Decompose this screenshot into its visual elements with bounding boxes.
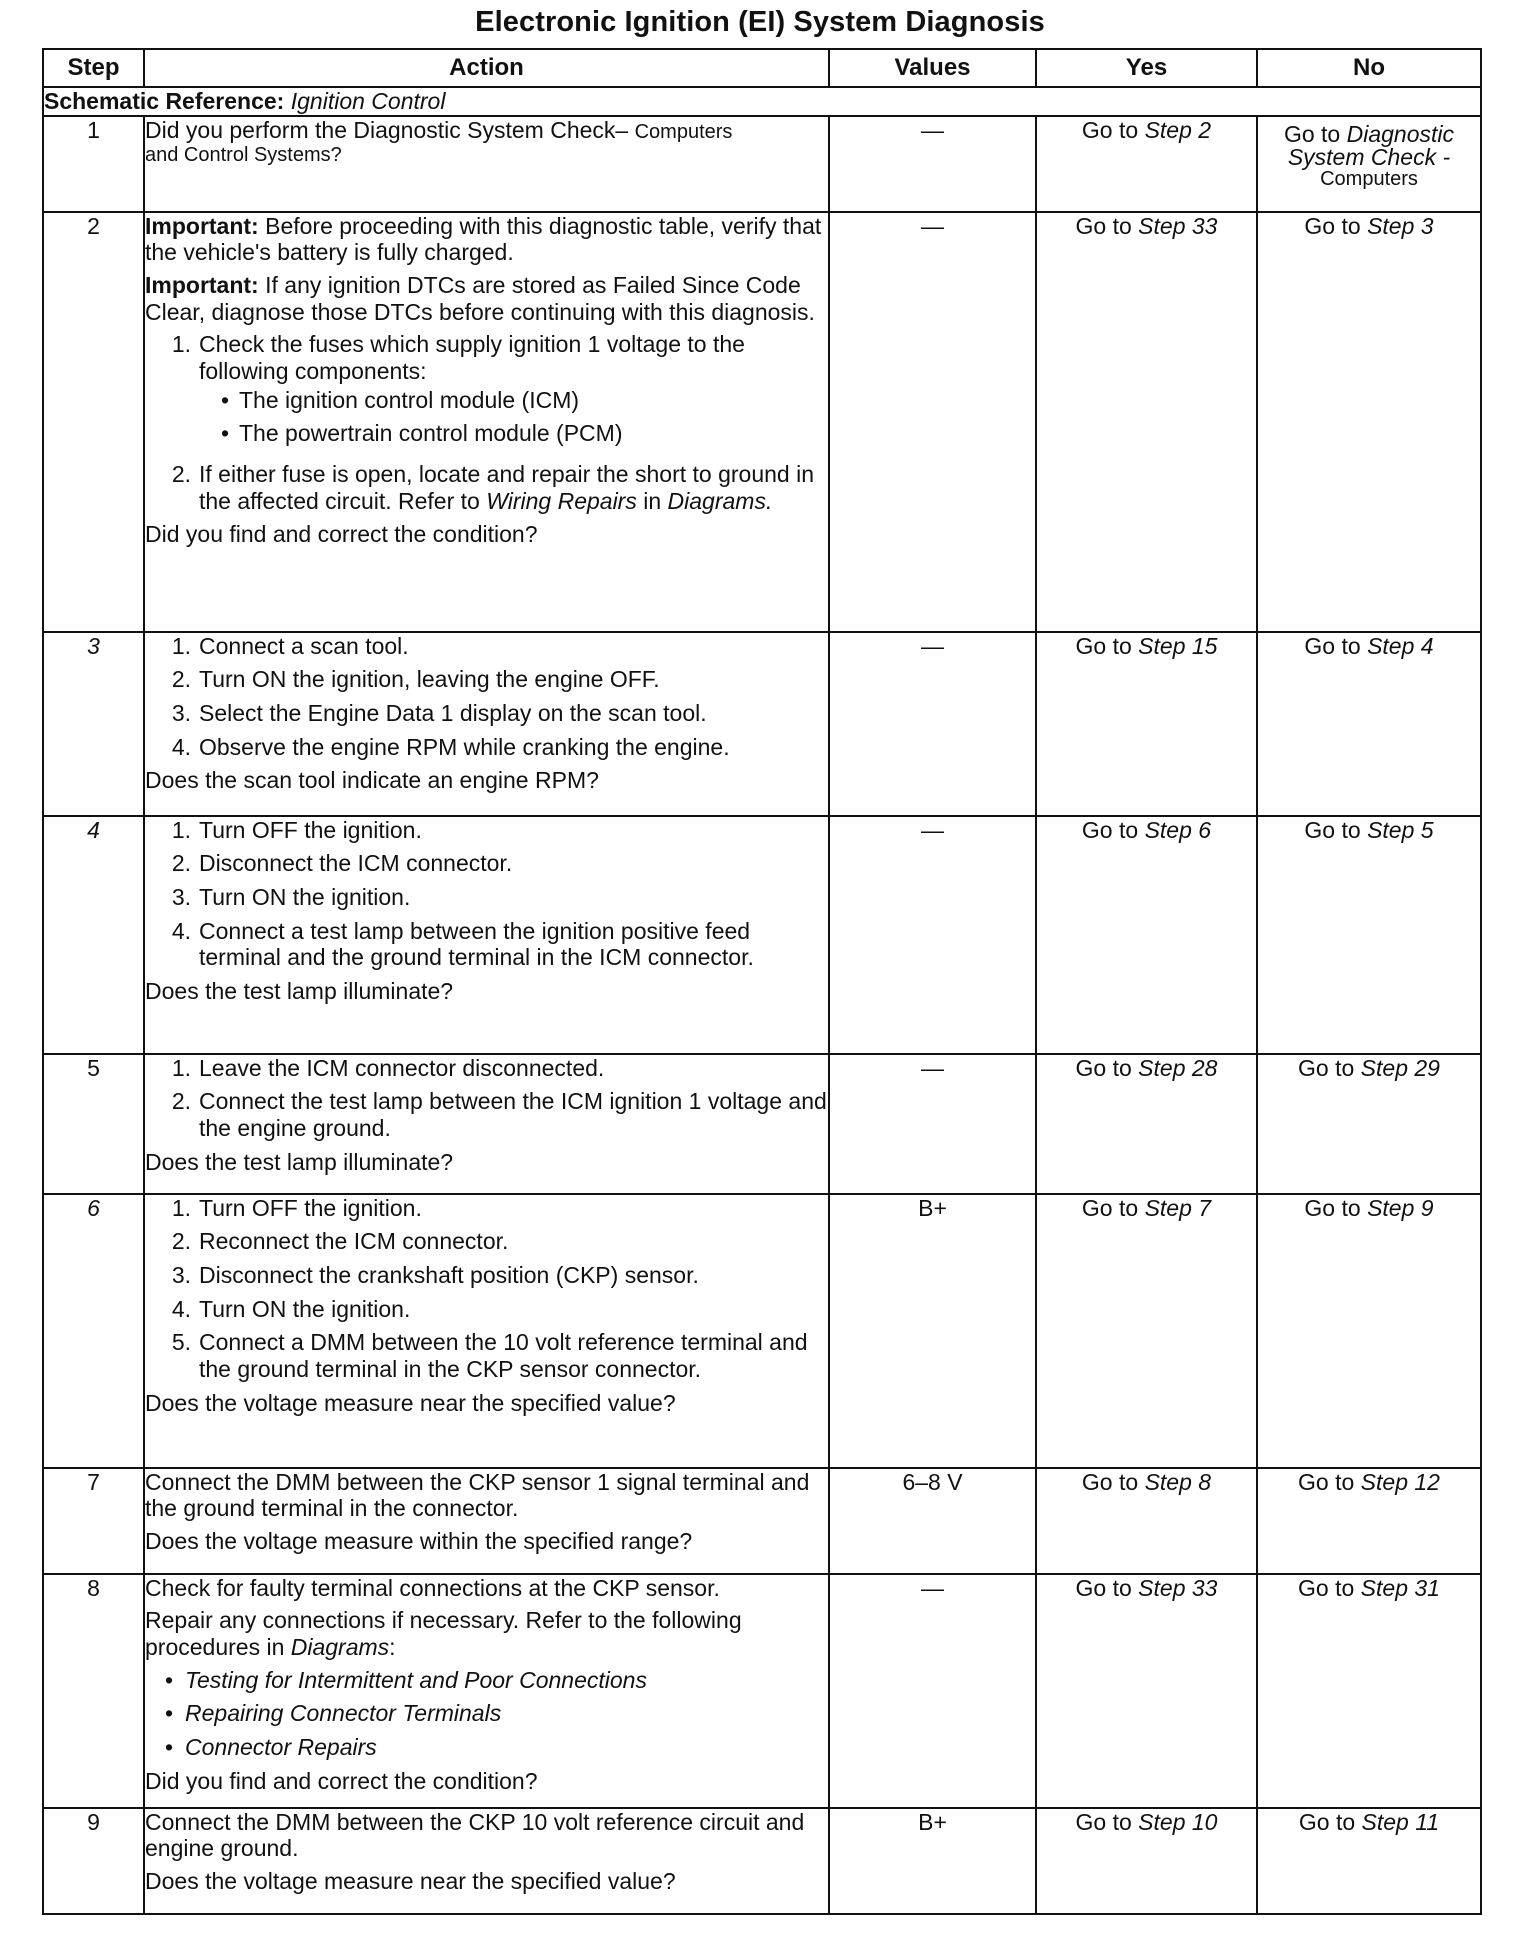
- yes-cell: [1036, 116, 1257, 212]
- list-number: 1.: [171, 1054, 191, 1081]
- goto-step-link[interactable]: Step 12: [1360, 1468, 1440, 1495]
- procedure-list: [145, 633, 828, 761]
- value-cell: —: [829, 1574, 1036, 1808]
- goto-prefix: Go to: [1304, 816, 1368, 843]
- goto-step-link[interactable]: Step 33: [1138, 212, 1218, 239]
- table-row: [43, 1574, 1481, 1808]
- list-item: [145, 817, 828, 844]
- value-cell: B+: [829, 1808, 1036, 1914]
- list-item: [145, 734, 828, 761]
- list-item: [145, 850, 828, 877]
- goto-step-link[interactable]: Step 7: [1144, 1194, 1212, 1221]
- list-item: [145, 1329, 828, 1382]
- goto-prefix: Go to: [1304, 1194, 1368, 1221]
- bullet-item: • Connector Repairs: [185, 1734, 828, 1761]
- goto-step-link[interactable]: Step 9: [1367, 1194, 1434, 1221]
- value-cell: —: [829, 1054, 1036, 1194]
- goto-prefix: Go to: [1075, 212, 1139, 239]
- schematic-label: Schematic Reference:: [44, 88, 285, 114]
- list-text: Turn ON the ignition, leaving the engine OFF.: [199, 666, 660, 693]
- goto-step-link[interactable]: Step 6: [1144, 816, 1212, 843]
- goto-step-link[interactable]: Step 2: [1144, 116, 1212, 143]
- list-item: [145, 1296, 828, 1323]
- list-number: 3.: [171, 884, 191, 911]
- step-number: 5: [43, 1054, 144, 1194]
- schematic-value: Ignition Control: [290, 88, 446, 114]
- goto-prefix: Go to: [1298, 1054, 1361, 1081]
- yes-cell: [1036, 1054, 1257, 1194]
- list-number: 2.: [171, 850, 191, 877]
- action-cell: [144, 1808, 829, 1914]
- list-text: Leave the ICM connector disconnected.: [199, 1054, 605, 1081]
- list-item: [145, 461, 828, 514]
- goto-prefix: Go to: [1075, 632, 1139, 659]
- list-item: [145, 633, 828, 660]
- yes-cell: [1036, 1574, 1257, 1808]
- table-row: [43, 1468, 1481, 1574]
- list-text: Connect a scan tool.: [199, 632, 409, 659]
- step-number: 3: [43, 632, 144, 816]
- list-item: [145, 1195, 828, 1222]
- important-label: Important:: [145, 212, 259, 239]
- no-cell: [1257, 1574, 1481, 1808]
- bullet-item: • The powertrain control module (PCM): [239, 420, 828, 447]
- action-text: [145, 117, 828, 144]
- list-item: [145, 331, 828, 454]
- list-item: [145, 918, 828, 971]
- question-text: Does the scan tool indicate an engine RPM?: [145, 767, 599, 794]
- value-cell: —: [829, 816, 1036, 1054]
- goto-prefix: Go to: [1075, 1574, 1139, 1601]
- step-number: 2: [43, 212, 144, 632]
- important-note: [145, 213, 828, 266]
- list-text: Disconnect the ICM connector.: [199, 850, 513, 877]
- no-cell: [1257, 1808, 1481, 1914]
- list-text: Turn ON the ignition.: [199, 884, 411, 911]
- action-cell: [144, 212, 829, 632]
- action-cell: [144, 1468, 829, 1574]
- question-text: Does the test lamp illuminate?: [145, 978, 454, 1005]
- table-row: [43, 212, 1481, 632]
- table-row: [43, 816, 1481, 1054]
- action-cell: [144, 816, 829, 1054]
- value-cell: —: [829, 212, 1036, 632]
- goto-step-link[interactable]: Step 31: [1360, 1574, 1440, 1601]
- list-number: 4.: [171, 917, 191, 944]
- step-number: 1: [43, 116, 144, 212]
- action-cell: [144, 632, 829, 816]
- goto-prefix: Go to: [1304, 632, 1368, 659]
- goto-prefix: Go to: [1081, 1468, 1145, 1495]
- action-text: Repair any connections if necessary. Refer to the following procedures in Diagrams:: [145, 1607, 742, 1661]
- value-cell: —: [829, 632, 1036, 816]
- question-text: Does the test lamp illuminate?: [145, 1148, 454, 1175]
- list-number: 2.: [171, 461, 191, 488]
- list-text: Turn ON the ignition.: [199, 1295, 411, 1322]
- goto-step-link[interactable]: Step 4: [1367, 632, 1434, 659]
- table-row: [43, 116, 1481, 212]
- action-text: Connect the DMM between the CKP 10 volt reference circuit and engine ground.: [145, 1808, 805, 1862]
- schematic-row: [43, 87, 1481, 116]
- list-number: 2.: [171, 666, 191, 693]
- no-cell: [1257, 1468, 1481, 1574]
- value-cell: B+: [829, 1194, 1036, 1468]
- list-text: Observe the engine RPM while cranking the engine.: [199, 733, 730, 760]
- list-number: 1.: [171, 331, 191, 358]
- important-note: [145, 272, 828, 325]
- goto-step-link[interactable]: Step 3: [1367, 212, 1434, 239]
- list-text: Check the fuses which supply ignition 1 voltage to the following components:: [199, 331, 745, 385]
- goto-step-link[interactable]: Step 28: [1138, 1054, 1218, 1081]
- important-text: If any ignition DTCs are stored as Failed Since Code Clear, diagnose those DTCs before continuing with this diagnosis.: [145, 272, 815, 325]
- bullet-item: • The ignition control module (ICM): [239, 387, 828, 414]
- goto-prefix: Go to: [1081, 1194, 1145, 1221]
- list-item: [145, 700, 828, 727]
- goto-prefix: Go to: [1075, 1054, 1139, 1081]
- goto-step-link[interactable]: Step 15: [1138, 632, 1218, 659]
- action-cell: [144, 116, 829, 212]
- schematic-reference: [43, 87, 1481, 116]
- list-text: Connect the test lamp between the ICM ignition 1 voltage and the engine ground.: [199, 1088, 827, 1142]
- goto-diagnostic-link[interactable]: Diagnostic System Check -: [1287, 120, 1455, 170]
- header-yes: Yes: [1036, 49, 1257, 87]
- list-item: [145, 1262, 828, 1289]
- step-number: 8: [43, 1574, 144, 1808]
- yes-cell: [1036, 1468, 1257, 1574]
- goto-step-link[interactable]: Step 5: [1367, 816, 1434, 843]
- procedure-list: [145, 331, 828, 514]
- no-cell: [1257, 1194, 1481, 1468]
- list-item: [145, 1228, 828, 1255]
- action-text-part: Computers: [634, 120, 733, 143]
- header-row: [43, 49, 1481, 87]
- goto-step-link[interactable]: Step 10: [1138, 1808, 1218, 1835]
- list-number: 4.: [171, 1295, 191, 1322]
- yes-cell: [1036, 1194, 1257, 1468]
- table-row: [43, 1808, 1481, 1914]
- step-number: 7: [43, 1468, 144, 1574]
- action-cell: [144, 1054, 829, 1194]
- question-text: Does the voltage measure within the specified range?: [145, 1528, 693, 1555]
- goto-step-link[interactable]: Step 29: [1360, 1054, 1440, 1081]
- list-item: [145, 1055, 828, 1082]
- list-number: 1.: [171, 816, 191, 843]
- action-text: and Control Systems?: [145, 143, 342, 166]
- no-cell: [1257, 116, 1481, 212]
- step-number: 6: [43, 1194, 144, 1468]
- bullet-list: [145, 1667, 828, 1761]
- goto-prefix: Go to: [1298, 1574, 1361, 1601]
- list-number: 4.: [171, 733, 191, 760]
- important-label: Important:: [145, 272, 259, 299]
- bullet-item: • Repairing Connector Terminals: [185, 1700, 828, 1727]
- header-step: Step: [43, 49, 144, 87]
- goto-suffix: Computers: [1320, 167, 1418, 190]
- action-text: Connect the DMM between the CKP sensor 1 signal terminal and the ground terminal in the connector.: [145, 1468, 810, 1522]
- question-text: Does the voltage measure near the specified value?: [145, 1868, 676, 1895]
- list-item: [145, 1088, 828, 1141]
- diagnosis-table: [42, 48, 1482, 1915]
- goto-prefix: Go to: [1298, 1468, 1361, 1495]
- list-text: Connect a DMM between the 10 volt reference terminal and the ground terminal in the CKP sensor connector.: [199, 1329, 808, 1383]
- bullet-item: • Testing for Intermittent and Poor Connections: [185, 1667, 828, 1694]
- goto-step-link[interactable]: Step 11: [1361, 1808, 1440, 1835]
- question-text: Did you find and correct the condition?: [145, 521, 538, 548]
- procedure-list: [145, 1195, 828, 1383]
- list-text: Select the Engine Data 1 display on the scan tool.: [199, 700, 707, 727]
- list-number: 3.: [171, 1262, 191, 1289]
- procedure-list: [145, 817, 828, 971]
- step-number: 9: [43, 1808, 144, 1914]
- no-cell: [1257, 1054, 1481, 1194]
- list-number: 1.: [171, 632, 191, 659]
- header-no: No: [1257, 49, 1481, 87]
- list-text: Disconnect the crankshaft position (CKP) sensor.: [199, 1262, 699, 1289]
- goto-prefix: Go to: [1304, 212, 1368, 239]
- goto-prefix: Go to: [1081, 816, 1145, 843]
- goto-prefix: Go to: [1075, 1808, 1139, 1835]
- list-number: 2.: [171, 1228, 191, 1255]
- action-cell: [144, 1194, 829, 1468]
- no-cell: [1257, 212, 1481, 632]
- yes-cell: [1036, 632, 1257, 816]
- bullet-list: [199, 387, 828, 447]
- goto-prefix: Go to: [1298, 1808, 1362, 1835]
- yes-cell: [1036, 212, 1257, 632]
- no-cell: [1257, 632, 1481, 816]
- value-cell: —: [829, 116, 1036, 212]
- list-item: [145, 666, 828, 693]
- list-text: Connect a test lamp between the ignition positive feed terminal and the ground terminal in the ICM connector.: [199, 917, 754, 971]
- list-item: [145, 884, 828, 911]
- list-number: 1.: [171, 1194, 191, 1221]
- list-number: 2.: [171, 1088, 191, 1115]
- step-number: 4: [43, 816, 144, 1054]
- list-number: 5.: [171, 1329, 191, 1356]
- page-title: Electronic Ignition (EI) System Diagnosis: [475, 6, 1045, 38]
- no-cell: [1257, 816, 1481, 1054]
- goto-prefix: Go to: [1283, 120, 1347, 147]
- table-row: [43, 1054, 1481, 1194]
- header-action: Action: [144, 49, 829, 87]
- action-text-part: Did you perform the Diagnostic System Check–: [145, 116, 629, 143]
- list-text: Turn OFF the ignition.: [199, 816, 422, 843]
- list-text: If either fuse is open, locate and repair the short to ground in the affected circuit. Refer to Wiring Repairs in Diagrams.: [199, 461, 814, 514]
- yes-cell: [1036, 1808, 1257, 1914]
- value-cell: 6–8 V: [829, 1468, 1036, 1574]
- list-text: Reconnect the ICM connector.: [199, 1228, 509, 1255]
- header-values: Values: [829, 49, 1036, 87]
- table-row: [43, 1194, 1481, 1468]
- list-number: 3.: [171, 700, 191, 727]
- procedure-list: [145, 1055, 828, 1142]
- action-text: Check for faulty terminal connections at the CKP sensor.: [145, 1574, 720, 1601]
- goto-step-link[interactable]: Step 33: [1138, 1574, 1218, 1601]
- action-cell: [144, 1574, 829, 1808]
- goto-prefix: Go to: [1081, 116, 1145, 143]
- question-text: Did you find and correct the condition?: [145, 1767, 538, 1794]
- goto-step-link[interactable]: Step 8: [1144, 1468, 1212, 1495]
- yes-cell: [1036, 816, 1257, 1054]
- list-text: Turn OFF the ignition.: [199, 1194, 422, 1221]
- important-text: Before proceeding with this diagnostic table, verify that the vehicle's battery is fully charged.: [145, 212, 822, 266]
- table-row: [43, 632, 1481, 816]
- question-text: Does the voltage measure near the specified value?: [145, 1389, 676, 1416]
